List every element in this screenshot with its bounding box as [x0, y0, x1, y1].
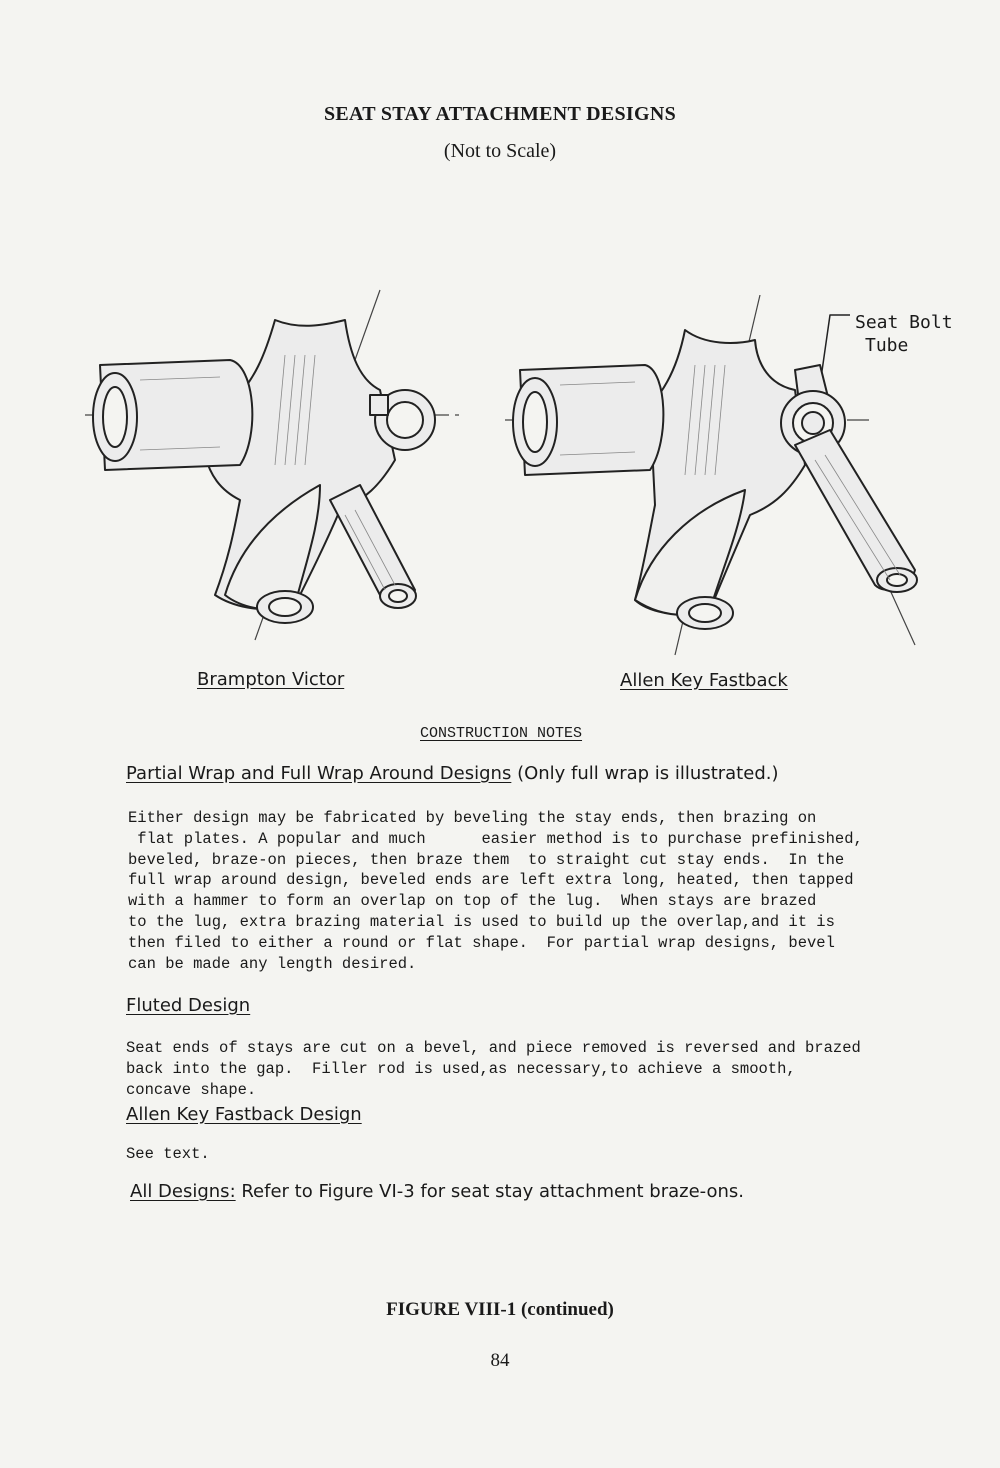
- page-title: SEAT STAY ATTACHMENT DESIGNS: [323, 103, 677, 125]
- construction-notes-heading: CONSTRUCTION NOTES: [420, 725, 583, 742]
- fluted-design-title: Fluted Design: [126, 995, 251, 1016]
- seat-bolt-tube-label: [855, 311, 953, 357]
- allen-key-fastback-body: See text.: [126, 1145, 210, 1163]
- partial-full-wrap-heading: [126, 763, 779, 784]
- figure-label: FIGURE VIII-1 (continued): [386, 1299, 614, 1320]
- page-subtitle: (Not to Scale): [443, 140, 557, 162]
- allen-key-fastback-heading: [126, 1104, 362, 1125]
- brampton-victor-illustration: [80, 285, 480, 645]
- page-number: 84: [490, 1350, 510, 1371]
- allen-key-fastback-caption: Allen Key Fastback: [620, 670, 788, 691]
- seat-bolt-label-line1: Seat Bolt: [855, 312, 953, 333]
- seat-bolt-label-line2: Tube: [865, 335, 909, 356]
- partial-full-wrap-title: Partial Wrap and Full Wrap Around Designs: [126, 763, 512, 784]
- all-designs-note: [130, 1181, 744, 1202]
- all-designs-text: Refer to Figure VI-3 for seat stay attachment braze-ons.: [235, 1181, 745, 1202]
- brampton-victor-caption: Brampton Victor: [197, 669, 345, 690]
- all-designs-title: All Designs:: [130, 1181, 236, 1202]
- allen-key-fastback-title: Allen Key Fastback Design: [126, 1104, 362, 1125]
- partial-full-wrap-title-suffix: (Only full wrap is illustrated.): [511, 763, 779, 784]
- partial-full-wrap-body: Either design may be fabricated by beveling the stay ends, then brazing on flat plates. A popular and much easier method is to purchase prefinished, beveled, braze-on pieces, then braze them to straight cut stay ends. In the full wrap around design, beveled ends are left extra long, heated, then tapped with a hammer to form an overlap on top of the lug. When stays are brazed to the lug, extra brazing material is used to build up the overlap,and it is then filed to either a round or flat shape. For partial wrap designs, bevel can be made any length desired.: [128, 809, 863, 973]
- fluted-design-heading: [126, 995, 250, 1016]
- fluted-design-body: Seat ends of stays are cut on a bevel, and piece removed is reversed and brazed back into the gap. Filler rod is used,as necessary,to achieve a smooth, concave shape.: [126, 1039, 861, 1099]
